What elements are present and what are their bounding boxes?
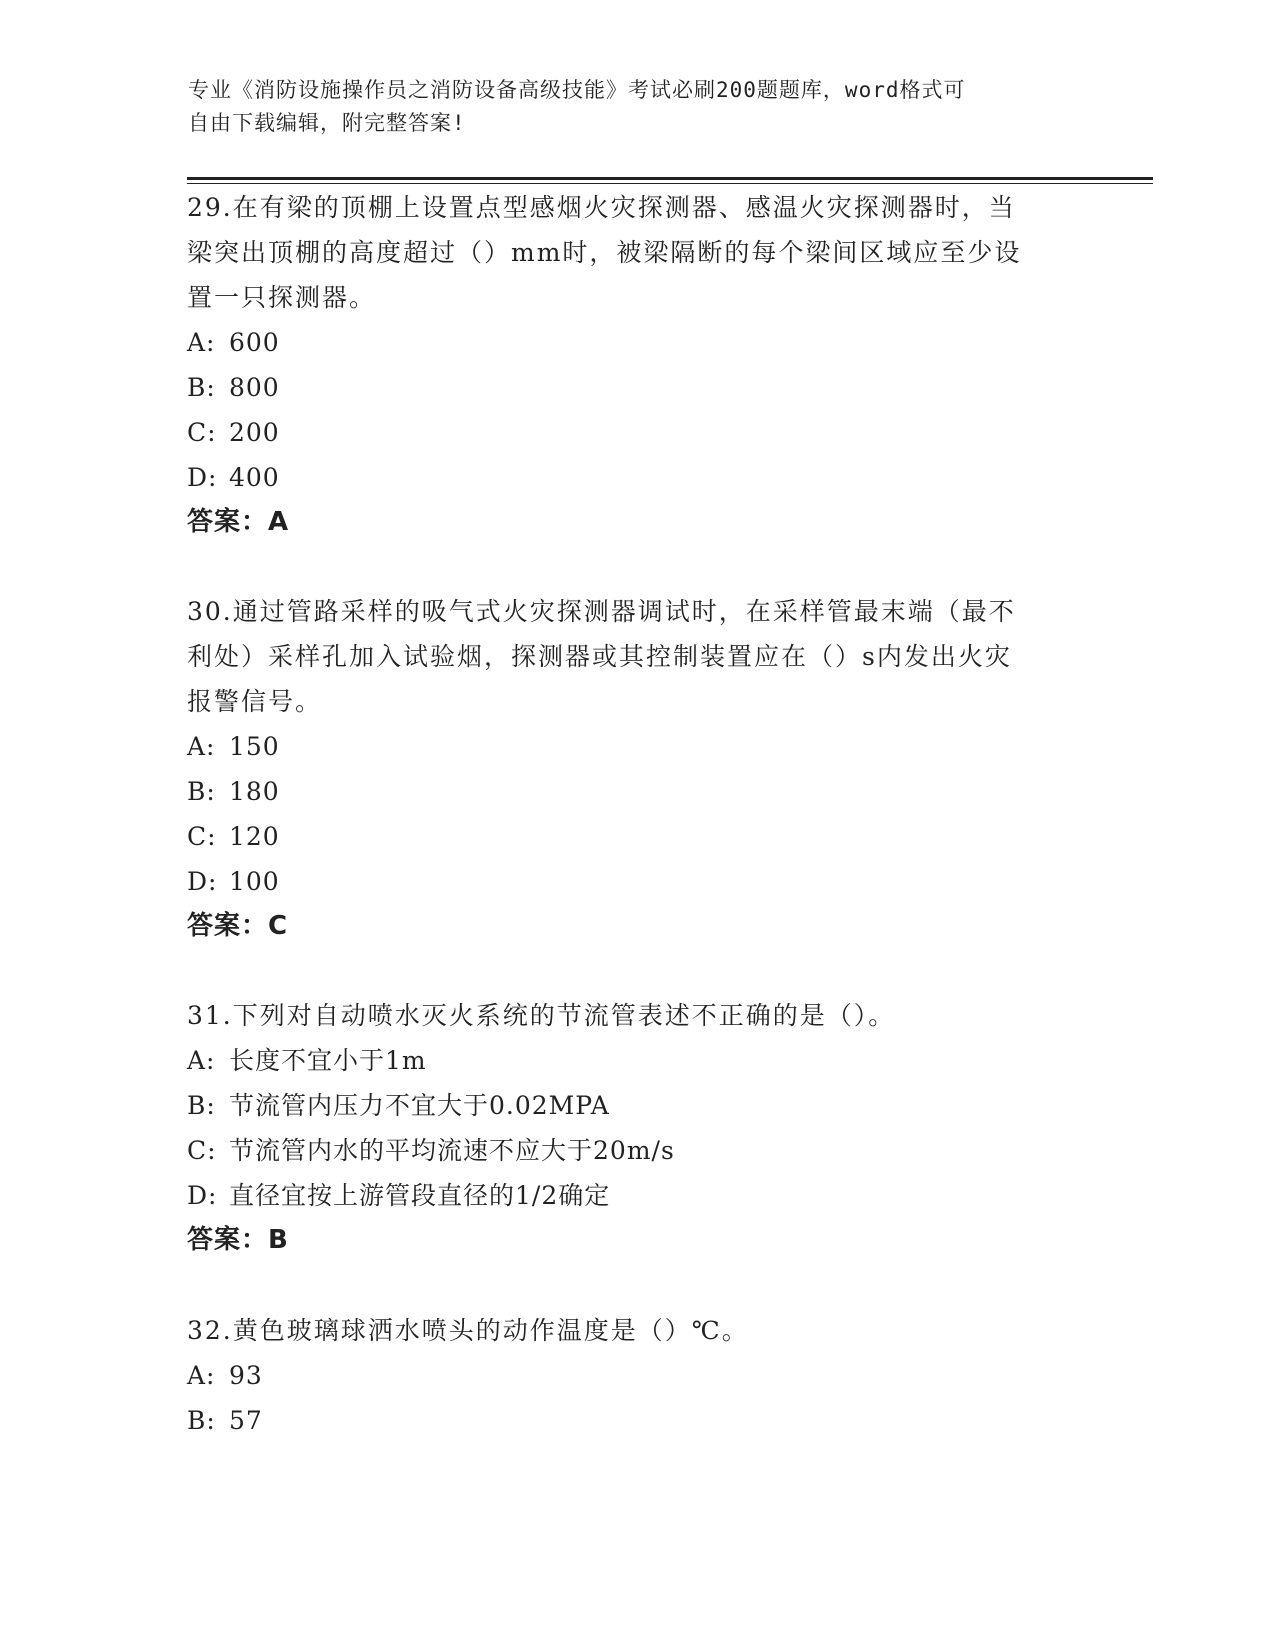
stem-line: 梁突出顶棚的高度超过（）mm时，被梁隔断的每个梁间区域应至少设 (187, 238, 1022, 267)
option-c (187, 410, 1087, 455)
header-divider-thin (187, 183, 1153, 184)
option-b (187, 769, 1087, 814)
question-stem (187, 185, 1087, 320)
stem-line: 置一只探测器。 (187, 283, 377, 312)
answer-line: 答案：C (187, 911, 289, 941)
option-key: D: (187, 867, 218, 896)
option-key: A: (187, 732, 216, 761)
answer-line: 答案：B (187, 1225, 289, 1255)
question-stem (187, 1308, 1087, 1353)
option-key: C: (187, 822, 217, 851)
option-key: B: (187, 1091, 216, 1120)
option-d (187, 455, 1087, 500)
question-29 (187, 185, 1087, 545)
option-a (187, 1353, 1087, 1398)
option-a (187, 724, 1087, 769)
option-text: 93 (229, 1361, 263, 1390)
option-text: 800 (229, 373, 280, 402)
option-text: 150 (229, 732, 280, 761)
question-stem (187, 589, 1087, 724)
option-b (187, 365, 1087, 410)
header-line-1: 专业《消防设施操作员之消防设备高级技能》考试必刷200题题库，word格式可 (188, 78, 966, 102)
stem-line: 报警信号。 (187, 687, 323, 716)
question-32 (187, 1308, 1087, 1443)
option-text: 120 (229, 822, 280, 851)
option-d (187, 1173, 1087, 1218)
answer-line: 答案：A (187, 507, 290, 537)
option-text: 180 (229, 777, 280, 806)
option-b (187, 1083, 1087, 1128)
option-text: 节流管内压力不宜大于0.02MPA (229, 1091, 610, 1120)
question-30 (187, 589, 1087, 949)
document-header (188, 74, 1068, 140)
option-key: A: (187, 1361, 216, 1390)
option-c (187, 1128, 1087, 1173)
option-key: A: (187, 328, 216, 357)
header-line-2: 自由下载编辑，附完整答案! (188, 111, 466, 135)
option-a (187, 320, 1087, 365)
question-31 (187, 993, 1087, 1263)
option-b (187, 1398, 1087, 1443)
stem-line: 32.黄色玻璃球洒水喷头的动作温度是（）℃。 (187, 1316, 749, 1345)
question-stem (187, 993, 1087, 1038)
option-key: D: (187, 1181, 218, 1210)
option-text: 600 (229, 328, 280, 357)
option-d (187, 859, 1087, 904)
option-key: A: (187, 1046, 216, 1075)
option-text: 长度不宜小于1m (229, 1046, 427, 1075)
stem-line: 利处）采样孔加入试验烟，探测器或其控制装置应在（）s内发出火灾 (187, 642, 1012, 671)
option-a (187, 1038, 1087, 1083)
stem-line: 29.在有梁的顶棚上设置点型感烟火灾探测器、感温火灾探测器时，当 (187, 193, 1016, 222)
option-text: 400 (229, 463, 280, 492)
option-key: B: (187, 1406, 216, 1435)
option-c (187, 814, 1087, 859)
option-text: 100 (229, 867, 280, 896)
option-text: 200 (229, 418, 280, 447)
option-text: 直径宜按上游管段直径的1/2确定 (229, 1181, 611, 1210)
stem-line: 30.通过管路采样的吸气式火灾探测器调试时，在采样管最末端（最不 (187, 597, 1016, 626)
option-text: 57 (229, 1406, 263, 1435)
stem-line: 31.下列对自动喷水灭火系统的节流管表述不正确的是（）。 (187, 1001, 896, 1030)
header-divider-thick (187, 177, 1153, 180)
option-text: 节流管内水的平均流速不应大于20m/s (229, 1136, 675, 1165)
option-key: B: (187, 777, 216, 806)
option-key: B: (187, 373, 216, 402)
option-key: D: (187, 463, 218, 492)
option-key: C: (187, 418, 217, 447)
option-key: C: (187, 1136, 217, 1165)
